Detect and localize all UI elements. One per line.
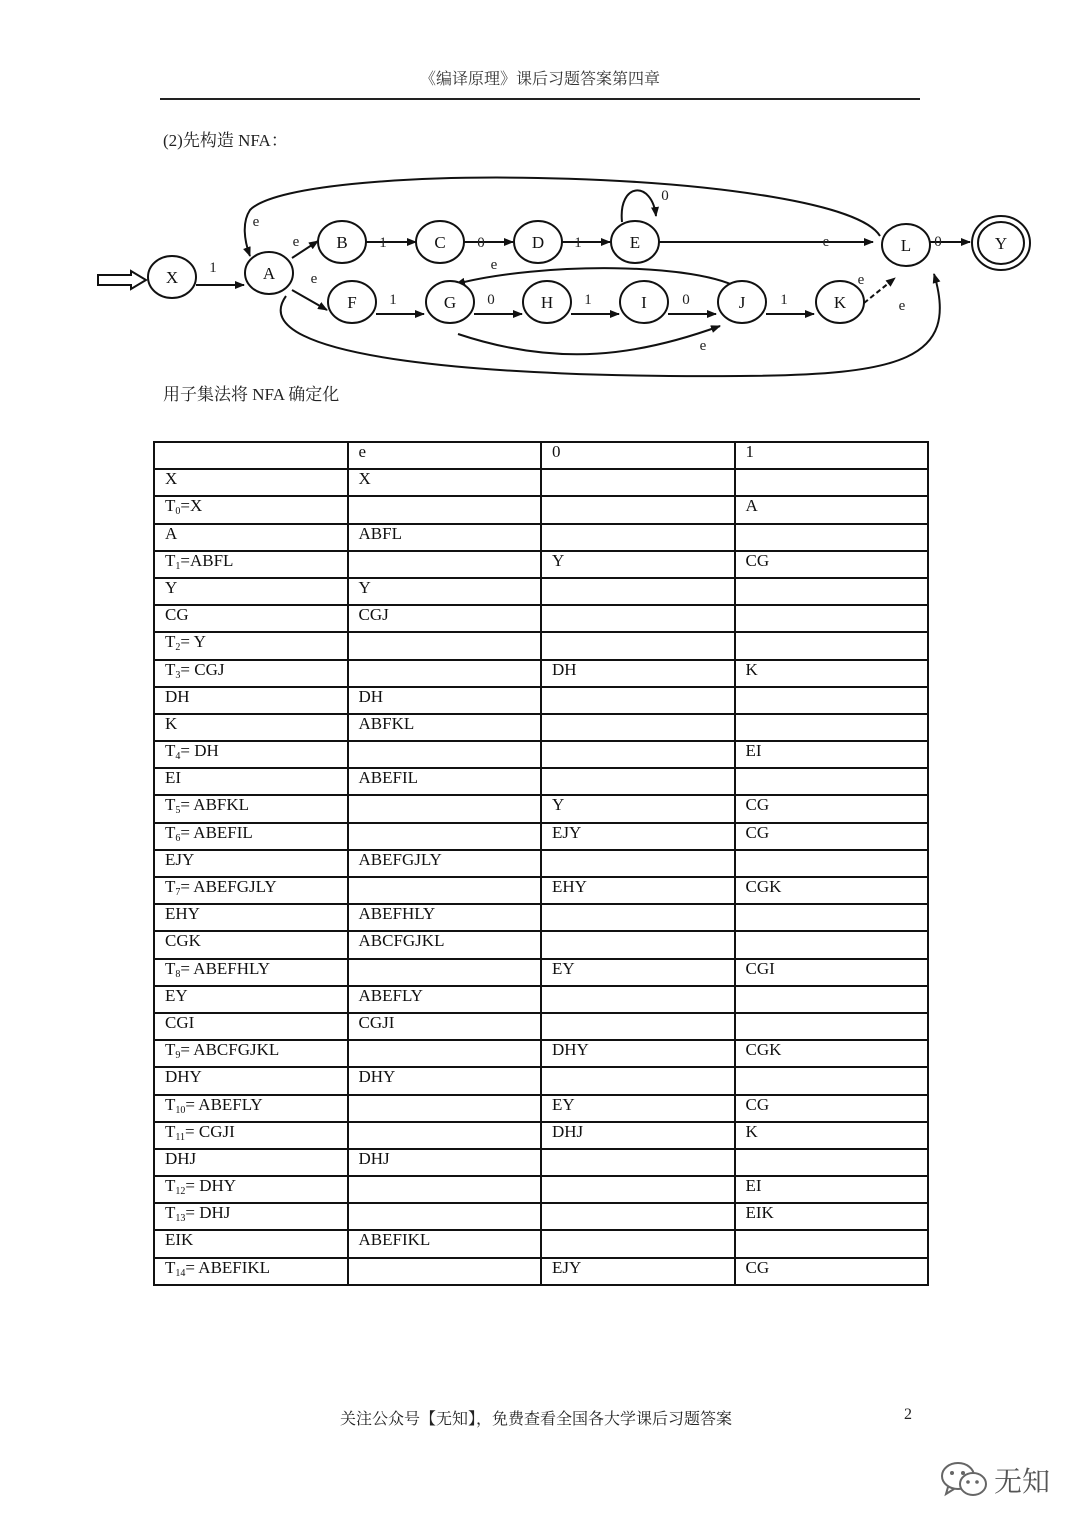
table-cell (735, 714, 929, 741)
table-cell (735, 1230, 929, 1257)
header-cell: e (348, 442, 542, 469)
edge-label: 0 (477, 235, 485, 251)
table-cell (541, 687, 735, 714)
table-cell: CG (154, 605, 348, 632)
table-cell: CG (735, 1095, 929, 1122)
table-cell (348, 1122, 542, 1149)
table-cell: ABEFHLY (348, 904, 542, 931)
table-caption: 用子集法将 NFA 确定化 (163, 385, 340, 404)
table-cell: $T_8=$ ABEFHLY (154, 959, 348, 986)
table-cell (348, 795, 542, 822)
edge-label: 0 (661, 188, 669, 204)
section-heading: (2)先构造 NFA： (163, 131, 288, 150)
table-cell (541, 931, 735, 958)
table-cell (541, 1176, 735, 1203)
table-cell: CG (735, 823, 929, 850)
edge-label: 1 (574, 235, 582, 251)
table-cell: EY (541, 959, 735, 986)
table-cell: Y (541, 551, 735, 578)
table-cell: DHJ (541, 1122, 735, 1149)
table-cell: CGK (154, 931, 348, 958)
table-cell: $T_{14}=$ ABEFIKL (154, 1258, 348, 1285)
table-cell: ABEFIL (348, 768, 542, 795)
table-cell (735, 687, 929, 714)
table-cell: CG (735, 551, 929, 578)
table-cell (735, 768, 929, 795)
table-cell: $T_7=$ ABEFGJLY (154, 877, 348, 904)
table-cell (348, 1040, 542, 1067)
table-cell: CGJ (348, 605, 542, 632)
table-cell: A (154, 524, 348, 551)
table-cell (541, 768, 735, 795)
table-row (154, 1230, 928, 1257)
state-label: X (165, 268, 179, 287)
table-cell: CGK (735, 1040, 929, 1067)
table-cell (348, 660, 542, 687)
edge-label: 0 (934, 234, 942, 250)
state-label: H (540, 293, 554, 312)
table-cell (735, 931, 929, 958)
table-row (154, 1176, 928, 1203)
table-row (154, 959, 928, 986)
edge-label: e (699, 338, 707, 354)
state-label: J (738, 293, 746, 312)
table-cell (348, 1095, 542, 1122)
table-cell: CGK (735, 877, 929, 904)
table-cell (541, 986, 735, 1013)
table-row (154, 1258, 928, 1285)
edge-J-G (456, 268, 742, 290)
edge-label: e (310, 271, 318, 287)
table-cell: DHY (348, 1067, 542, 1094)
table-cell: CGJI (348, 1013, 542, 1040)
edge-label: 1 (584, 292, 592, 308)
table-cell: CGI (154, 1013, 348, 1040)
table-cell (348, 496, 542, 523)
edge-label: 0 (682, 292, 690, 308)
table-cell: $T_9=$ ABCFGJKL (154, 1040, 348, 1067)
table-cell (348, 632, 542, 659)
state-label: I (641, 293, 647, 312)
table-cell: DH (154, 687, 348, 714)
page-header: 《编译原理》课后习题答案第四章 (419, 71, 660, 88)
table-cell (735, 524, 929, 551)
footer-text: 关注公众号【无知】，免费查看全国各大学课后习题答案 (340, 1411, 733, 1428)
table-cell (541, 1230, 735, 1257)
table-cell: EHY (154, 904, 348, 931)
state-label: Y (994, 234, 1008, 253)
edge-label: 1 (780, 292, 788, 308)
table-cell (348, 823, 542, 850)
table-cell (541, 524, 735, 551)
table-cell (735, 578, 929, 605)
table-row (154, 1067, 928, 1094)
table-cell (735, 1067, 929, 1094)
table-cell: K (735, 1122, 929, 1149)
table-cell: K (735, 660, 929, 687)
table-cell (541, 1149, 735, 1176)
table-cell (735, 469, 929, 496)
table-row (154, 741, 928, 768)
table-row (154, 660, 928, 687)
start-arrow (98, 271, 146, 289)
wechat-icon (940, 1461, 988, 1499)
state-label: F (347, 293, 357, 312)
table-cell: ABEFIKL (348, 1230, 542, 1257)
table-row (154, 1122, 928, 1149)
table-header-row (154, 442, 928, 469)
table-cell: $T_0=X$ (154, 496, 348, 523)
table-cell (541, 904, 735, 931)
subset-construction-table (153, 441, 929, 1286)
table-cell: $T_{10}=$ ABEFLY (154, 1095, 348, 1122)
table-cell (541, 1067, 735, 1094)
table-cell: $T_{12}=$ DHY (154, 1176, 348, 1203)
table-cell (348, 1176, 542, 1203)
edge-label: 1 (209, 260, 217, 276)
table-row (154, 931, 928, 958)
table-row (154, 904, 928, 931)
table-cell: CG (735, 795, 929, 822)
edge-A-F (292, 290, 327, 310)
table-cell: EI (154, 768, 348, 795)
table-cell (735, 1013, 929, 1040)
table-cell: $T_2= Y$ (154, 632, 348, 659)
edge-label: e (857, 272, 865, 288)
table-row (154, 1203, 928, 1230)
table-cell: $T_6=$ ABEFIL (154, 823, 348, 850)
state-label: E (629, 233, 641, 252)
table-cell (541, 741, 735, 768)
table-row (154, 632, 928, 659)
table-cell (348, 741, 542, 768)
table-cell: EY (541, 1095, 735, 1122)
edge-label: 1 (379, 235, 387, 251)
edge-label: e (252, 214, 260, 230)
table-cell: $T_4=$ DH (154, 741, 348, 768)
table-cell: EJY (541, 1258, 735, 1285)
table-row (154, 496, 928, 523)
table-cell (348, 1203, 542, 1230)
state-label: B (336, 233, 348, 252)
watermark-text: 无知 (994, 1466, 1051, 1497)
table-row (154, 877, 928, 904)
table-cell: $T_3=$ CGJ (154, 660, 348, 687)
table-cell (541, 1203, 735, 1230)
table-cell: DHY (541, 1040, 735, 1067)
edge-label: e (898, 298, 906, 314)
edge-label: e (490, 257, 498, 273)
table-cell: CGI (735, 959, 929, 986)
state-label: C (434, 233, 446, 252)
table-row (154, 1095, 928, 1122)
table-cell: K (154, 714, 348, 741)
table-row (154, 605, 928, 632)
table-cell: Y (154, 578, 348, 605)
table-cell (348, 1258, 542, 1285)
table-cell: EI (735, 1176, 929, 1203)
table-cell: DH (348, 687, 542, 714)
table-cell: EIK (735, 1203, 929, 1230)
table-row (154, 986, 928, 1013)
table-cell (541, 469, 735, 496)
table-row (154, 850, 928, 877)
page-number: 2 (904, 1406, 912, 1423)
header-cell: 0 (541, 442, 735, 469)
table-cell: EI (735, 741, 929, 768)
table-body (154, 469, 928, 1285)
watermark (940, 1460, 1050, 1500)
table-cell: DH (541, 660, 735, 687)
edge-K-L (864, 278, 895, 303)
table-cell (541, 714, 735, 741)
table-cell (348, 877, 542, 904)
header-cell: 1 (735, 442, 929, 469)
edge-G-J (458, 326, 720, 354)
state-label: K (833, 293, 847, 312)
table-row (154, 795, 928, 822)
nfa-diagram (0, 160, 1080, 390)
header-cell (154, 442, 348, 469)
table-row (154, 469, 928, 496)
edge-label: e (822, 234, 830, 250)
header-rule (160, 98, 920, 100)
table-row (154, 687, 928, 714)
table-cell: $T_{11}=$ CGJI (154, 1122, 348, 1149)
table-cell: $T_5=$ ABFKL (154, 795, 348, 822)
table-cell: EIK (154, 1230, 348, 1257)
table-row (154, 1149, 928, 1176)
table-cell: $T_{13}=$ DHJ (154, 1203, 348, 1230)
table-cell: CG (735, 1258, 929, 1285)
table-cell (541, 632, 735, 659)
table-cell: ABFL (348, 524, 542, 551)
table-row (154, 768, 928, 795)
state-label: D (531, 233, 545, 252)
table-row (154, 1013, 928, 1040)
table-row (154, 524, 928, 551)
table-cell (541, 496, 735, 523)
table-cell: Y (348, 578, 542, 605)
table-cell (541, 605, 735, 632)
table-cell (541, 1013, 735, 1040)
table-row (154, 714, 928, 741)
table-row (154, 578, 928, 605)
table-cell: EY (154, 986, 348, 1013)
table-cell (541, 850, 735, 877)
table-cell: Y (541, 795, 735, 822)
table-cell: X (154, 469, 348, 496)
state-label: L (900, 236, 912, 255)
edge-label: 0 (487, 292, 495, 308)
table-cell: A (735, 496, 929, 523)
table-cell: EHY (541, 877, 735, 904)
table-row (154, 823, 928, 850)
table-cell (735, 850, 929, 877)
table-cell: ABFKL (348, 714, 542, 741)
table-cell (348, 551, 542, 578)
table-cell (735, 1149, 929, 1176)
table-cell (735, 632, 929, 659)
table-cell: DHJ (348, 1149, 542, 1176)
table-cell: EJY (541, 823, 735, 850)
table-row (154, 1040, 928, 1067)
table-cell (541, 578, 735, 605)
table-cell: ABEFGJLY (348, 850, 542, 877)
table-cell: X (348, 469, 542, 496)
edge-label: 1 (389, 292, 397, 308)
table-cell: DHJ (154, 1149, 348, 1176)
table-cell (735, 605, 929, 632)
table-cell (735, 986, 929, 1013)
table-cell: ABEFLY (348, 986, 542, 1013)
edge-E-E-loop (622, 190, 656, 222)
table-cell: EJY (154, 850, 348, 877)
table-cell: $T_1=ABFL$ (154, 551, 348, 578)
state-label: G (443, 293, 457, 312)
table-cell: DHY (154, 1067, 348, 1094)
table-cell (735, 904, 929, 931)
table-row (154, 551, 928, 578)
state-label: A (262, 264, 276, 283)
table-cell (348, 959, 542, 986)
edge-label: e (292, 234, 300, 250)
table-cell: ABCFGJKL (348, 931, 542, 958)
